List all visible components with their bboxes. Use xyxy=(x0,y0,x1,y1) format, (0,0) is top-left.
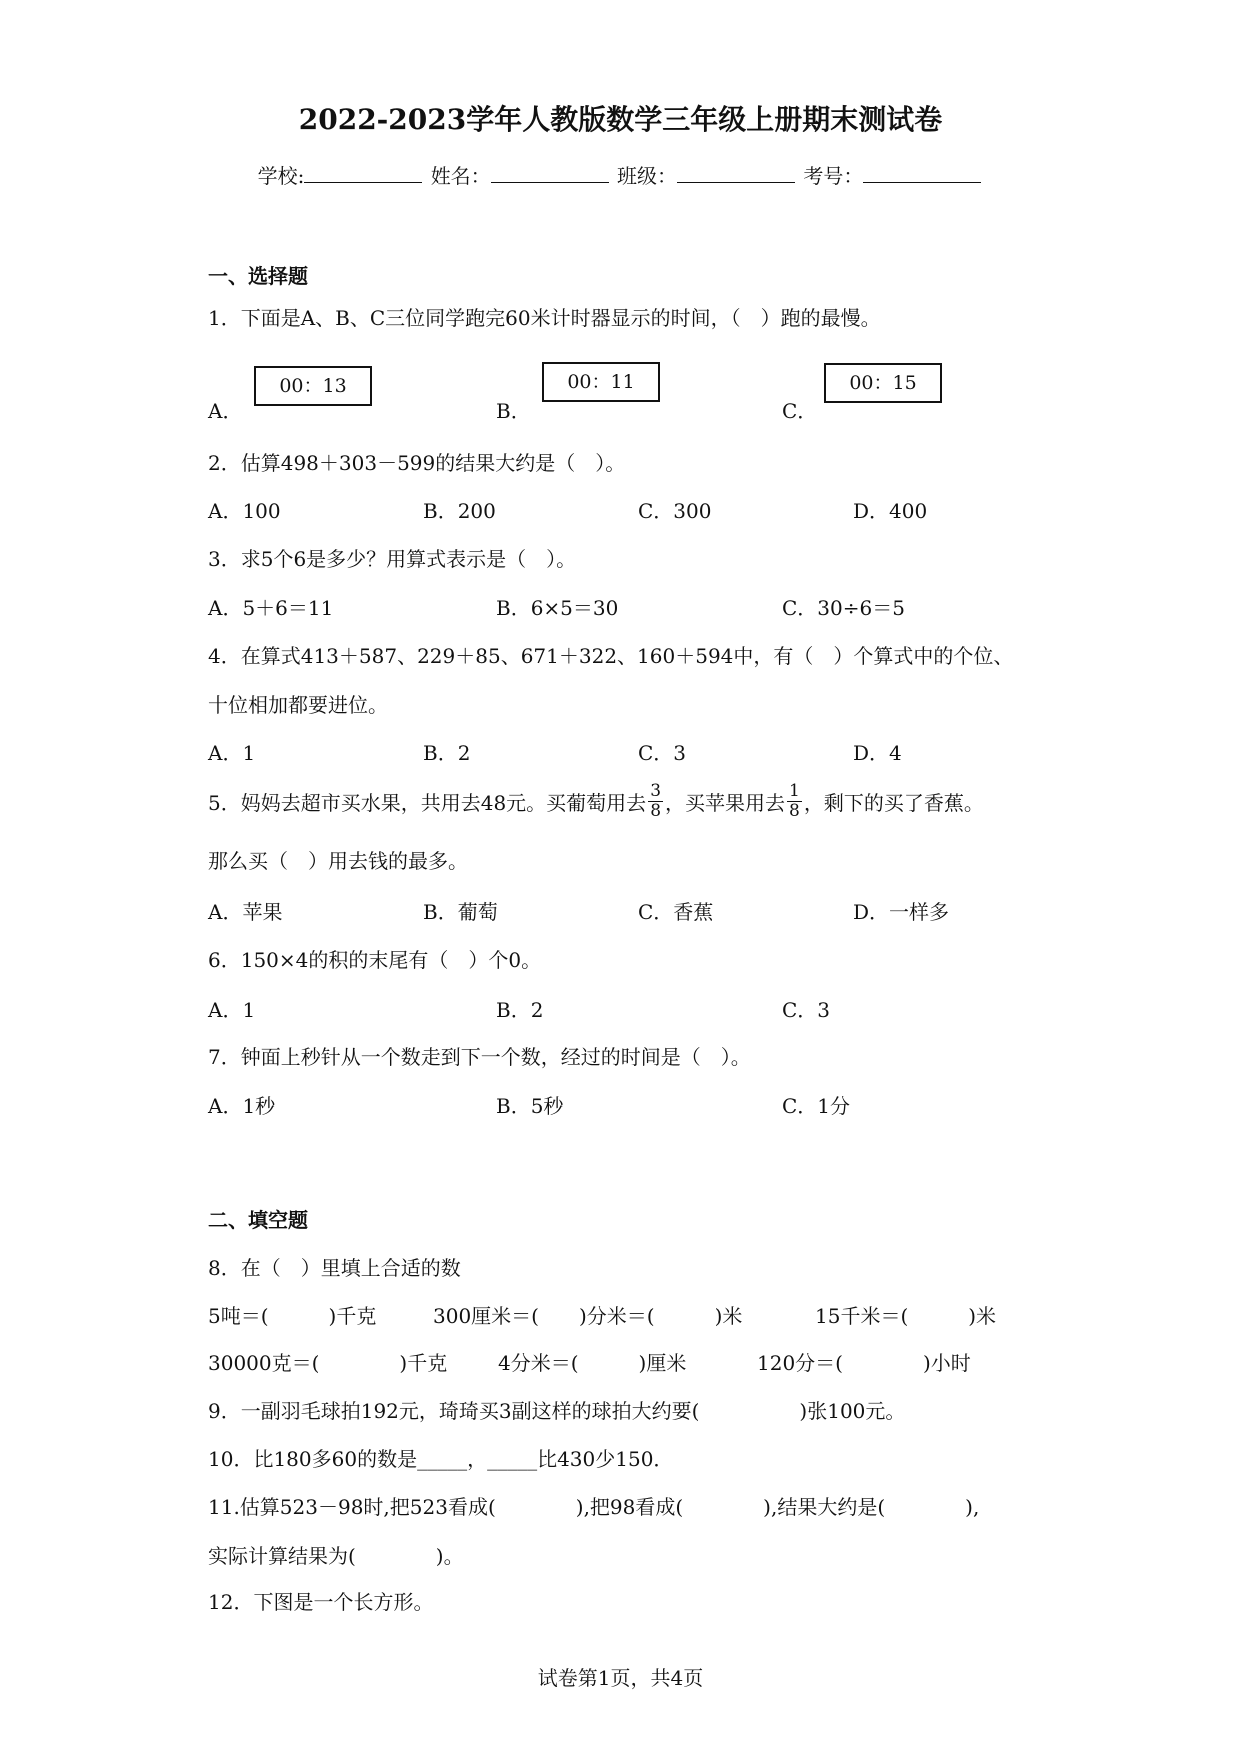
q8-item-decimeters[interactable]: 4分米＝( )厘米 xyxy=(498,1351,687,1375)
timer-display-b: 00：11 xyxy=(542,362,660,402)
q5-option-d[interactable]: D．一样多 xyxy=(853,900,950,924)
q5-option-b[interactable]: B．葡萄 xyxy=(423,900,498,924)
exam-number-label: 考号： xyxy=(803,164,864,188)
question-11-line-1: 11.估算523－98时,把523看成( ),把98看成( ),结果大约是( ), xyxy=(208,1495,980,1519)
fraction-numerator: 3 xyxy=(650,780,662,801)
q4-option-c[interactable]: C．3 xyxy=(638,741,687,765)
q3-option-c[interactable]: C．30÷6＝5 xyxy=(782,596,905,620)
q5-option-c[interactable]: C．香蕉 xyxy=(638,900,714,924)
name-label: 姓名： xyxy=(430,164,491,188)
question-7: 7．钟面上秒针从一个数走到下一个数，经过的时间是（ ）。 xyxy=(208,1045,751,1069)
q4-option-a[interactable]: A．1 xyxy=(208,741,256,765)
q3-option-a[interactable]: A．5＋6＝11 xyxy=(208,596,334,620)
q1-option-a[interactable]: A． xyxy=(208,399,243,423)
q4-option-b[interactable]: B．2 xyxy=(423,741,471,765)
q4-option-d[interactable]: D．4 xyxy=(853,741,902,765)
q8-item-minutes[interactable]: 120分＝( )小时 xyxy=(757,1351,971,1375)
question-11-line-2: 实际计算结果为( )。 xyxy=(208,1544,464,1568)
q7-option-a[interactable]: A．1秒 xyxy=(208,1094,276,1118)
fraction-apples xyxy=(787,782,802,821)
fraction-grapes xyxy=(648,782,663,821)
class-label: 班级： xyxy=(617,164,678,188)
q8-item-kilometers[interactable]: 15千米＝( )米 xyxy=(815,1304,997,1328)
q8-item-centimeters[interactable]: 300厘米＝( )分米＝( )米 xyxy=(433,1304,743,1328)
q2-option-c[interactable]: C．300 xyxy=(638,499,712,523)
question-4-line-1: 4．在算式413＋587、229＋85、671＋322、160＋594中，有（ ）个算式中的个位、 xyxy=(208,644,1014,668)
question-8: 8．在（ ）里填上合适的数 xyxy=(208,1256,461,1280)
page-footer: 试卷第1页，共4页 xyxy=(537,1666,704,1690)
name-blank[interactable] xyxy=(491,162,609,183)
q2-option-b[interactable]: B．200 xyxy=(423,499,496,523)
question-1: 1．下面是A、B、C三位同学跑完60米计时器显示的时间，（ ）跑的最慢。 xyxy=(208,306,881,330)
q1-option-b[interactable]: B． xyxy=(496,399,531,423)
question-3: 3．求5个6是多少？用算式表示是（ ）。 xyxy=(208,547,577,571)
q6-option-c[interactable]: C．3 xyxy=(782,998,831,1022)
q8-item-tons[interactable]: 5吨＝( )千克 xyxy=(208,1304,377,1328)
q6-option-b[interactable]: B．2 xyxy=(496,998,544,1022)
school-blank[interactable] xyxy=(304,162,422,183)
question-6: 6．150×4的积的末尾有（ ）个0。 xyxy=(208,948,542,972)
q7-option-b[interactable]: B．5秒 xyxy=(496,1094,564,1118)
q7-option-c[interactable]: C．1分 xyxy=(782,1094,851,1118)
fraction-denominator: 8 xyxy=(650,800,662,821)
question-10: 10．比180多60的数是_____，_____比430少150． xyxy=(208,1447,674,1471)
q3-option-b[interactable]: B．6×5＝30 xyxy=(496,596,619,620)
question-4-line-2: 十位相加都要进位。 xyxy=(208,693,388,717)
q5-text-part-2: ，买苹果用去 xyxy=(665,790,786,815)
q2-option-d[interactable]: D．400 xyxy=(853,499,928,523)
student-info-line xyxy=(0,160,1241,189)
class-blank[interactable] xyxy=(677,162,795,183)
question-5-line-2: 那么买（ ）用去钱的最多。 xyxy=(208,849,468,873)
school-label: 学校: xyxy=(257,164,305,188)
q1-option-c[interactable]: C． xyxy=(782,399,818,423)
q6-option-a[interactable]: A．1 xyxy=(208,998,256,1022)
q8-item-grams[interactable]: 30000克＝( )千克 xyxy=(208,1351,448,1375)
exam-title: 2022-2023学年人教版数学三年级上册期末测试卷 xyxy=(298,103,943,136)
question-2: 2．估算498＋303－599的结果大约是（ ）。 xyxy=(208,451,626,475)
exam-number-blank[interactable] xyxy=(863,162,981,183)
q5-option-a[interactable]: A．苹果 xyxy=(208,900,283,924)
question-12: 12．下图是一个长方形。 xyxy=(208,1590,434,1614)
q5-text-part-1: 5．妈妈去超市买水果，共用去48元。买葡萄用去 xyxy=(208,790,647,815)
q5-text-part-3: ，剩下的买了香蕉。 xyxy=(803,790,984,815)
section-heading-choice: 一、选择题 xyxy=(208,264,308,288)
fraction-denominator: 8 xyxy=(789,800,800,821)
question-5-line-1 xyxy=(208,778,984,824)
section-heading-fill-blank: 二、填空题 xyxy=(208,1208,308,1232)
question-9: 9．一副羽毛球拍192元，琦琦买3副这样的球拍大约要( )张100元。 xyxy=(208,1399,906,1423)
timer-display-a: 00：13 xyxy=(254,366,372,406)
q2-option-a[interactable]: A．100 xyxy=(208,499,281,523)
fraction-numerator: 1 xyxy=(789,780,800,801)
timer-display-c: 00：15 xyxy=(824,363,942,403)
